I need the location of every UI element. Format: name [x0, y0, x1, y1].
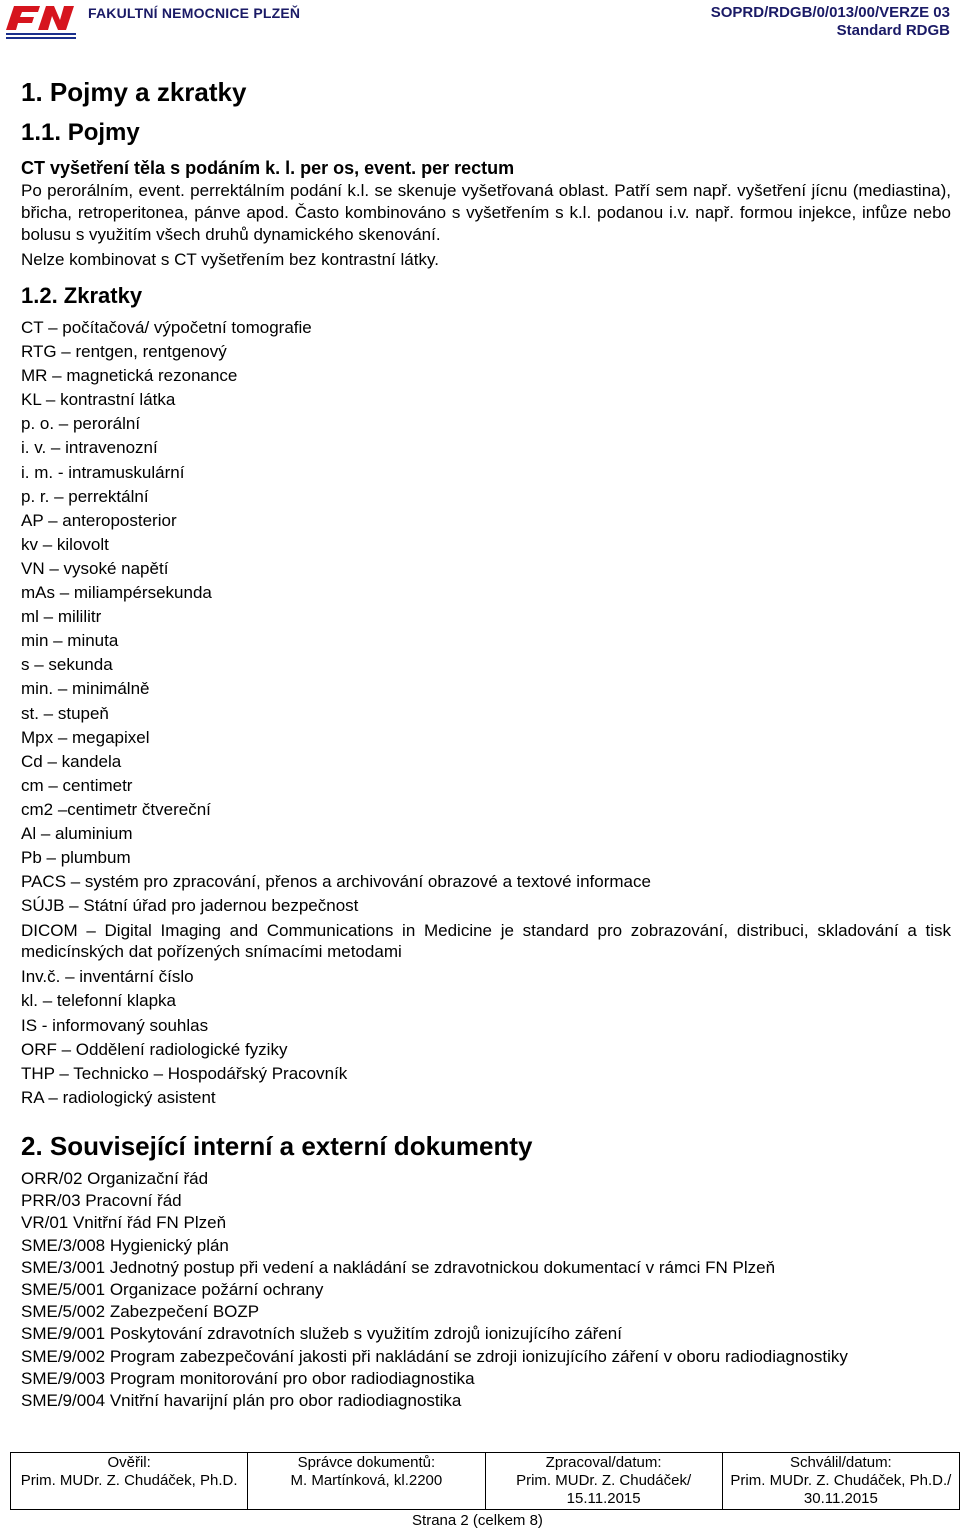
page-number: Strana 2 (celkem 8): [412, 1512, 543, 1529]
list-item: Cd – kandela: [21, 751, 122, 771]
page-header: [0, 0, 960, 44]
section-2-title: 2. Související interní a externí dokumenty: [21, 1130, 533, 1161]
list-item: ml – mililitr: [21, 607, 102, 627]
admin-label: Správce dokumentů:: [297, 1454, 436, 1471]
list-item: SME/9/004 Vnitřní havarijní plán pro obor radiodiagnostika: [21, 1390, 462, 1410]
list-item: SME/3/001 Jednotný postup při vedení a nakládání se zdravotnickou dokumentací v rámci FN Plzeň: [21, 1257, 776, 1277]
list-item: p. r. – perrektální: [21, 486, 149, 506]
fn-plzen-logo-icon: [4, 2, 80, 42]
list-item: Mpx – megapixel: [21, 727, 150, 747]
list-item: Pb – plumbum: [21, 848, 131, 868]
verified-value: Prim. MUDr. Z. Chudáček, Ph.D.: [20, 1472, 238, 1489]
verified-label: Ověřil:: [107, 1454, 151, 1471]
list-item: SME/9/001 Poskytování zdravotních služeb s využitím zdrojů ionizujícího záření: [21, 1324, 622, 1344]
list-item: p. o. – perorální: [21, 414, 141, 434]
list-item: s – sekunda: [21, 655, 113, 675]
admin-cell: [248, 1453, 485, 1510]
list-item: AP – anteroposterior: [21, 510, 177, 530]
document-code: SOPRD/RDGB/0/013/00/VERZE 03: [710, 4, 950, 21]
list-item: SME/9/002 Program zabezpečování jakosti při nakládání se zdroji ionizujícího záření v oboru radiodiagnostiky: [21, 1346, 848, 1366]
document-body: [21, 76, 951, 1412]
list-item: cm – centimetr: [21, 775, 133, 795]
list-item: SME/9/003 Program monitorování pro obor radiodiagnostika: [21, 1368, 475, 1388]
list-item: i. m. - intramuskulární: [21, 462, 185, 482]
approval-table: [10, 1452, 960, 1510]
list-item: SME/5/002 Zabezpečení BOZP: [21, 1302, 260, 1322]
related-documents-list: [21, 1168, 951, 1412]
section-1-title: 1. Pojmy a zkratky: [21, 77, 247, 107]
list-item: i. v. – intravenozní: [21, 438, 158, 458]
term-title: CT vyšetření těla s podáním k. l. per os, event. per rectum: [21, 158, 515, 178]
approved-label: Schválil/datum:: [790, 1454, 892, 1471]
list-item: MR – magnetická rezonance: [21, 366, 238, 386]
list-item: KL – kontrastní látka: [21, 390, 176, 410]
document-standard: Standard RDGB: [836, 22, 950, 39]
list-item: SÚJB – Státní úřad pro jadernou bezpečnost: [21, 896, 359, 916]
approved-value: Prim. MUDr. Z. Chudáček, Ph.D./ 30.11.2015: [730, 1472, 952, 1507]
prepared-cell: [485, 1453, 722, 1510]
verified-cell: [11, 1453, 248, 1510]
list-item: ORR/02 Organizační řád: [21, 1168, 209, 1188]
organization-name: FAKULTNÍ NEMOCNICE PLZEŇ: [88, 5, 301, 21]
list-item: kv – kilovolt: [21, 534, 109, 554]
list-item: VR/01 Vnitřní řád FN Plzeň: [21, 1213, 227, 1233]
term-description: Po perorálním, event. perrektálním podání k.l. se skenuje vyšetřovaná oblast. Patří sem např. vyšetření jícnu (mediastina), břicha, retroperitonea, pánve apod. Často kombinováno s vyšetřením s k.l. podanou i.v. např. formou injekce, infůze nebo bolusu s využitím všech druhů dynamického skenování.: [21, 181, 951, 244]
list-item: mAs – miliampérsekunda: [21, 583, 212, 603]
list-item: min – minuta: [21, 631, 119, 651]
list-item: SME/5/001 Organizace požární ochrany: [21, 1279, 324, 1299]
section-1-2-title: 1.2. Zkratky: [21, 283, 143, 308]
list-item: PACS – systém pro zpracování, přenos a archivování obrazové a textové informace: [21, 872, 651, 892]
prepared-label: Zpracoval/datum:: [545, 1454, 662, 1471]
list-item: kl. – telefonní klapka: [21, 991, 176, 1011]
list-item: DICOM – Digital Imaging and Communications in Medicine je standard pro zobrazování, distribuci, skladování a tisk medicínských dat pořízených snímacími metodami: [21, 921, 951, 962]
list-item: st. – stupeň: [21, 703, 109, 723]
term-note: Nelze kombinovat s CT vyšetřením bez kontrastní látky.: [21, 250, 439, 269]
list-item: Al – aluminium: [21, 823, 133, 843]
list-item: SME/3/008 Hygienický plán: [21, 1235, 229, 1255]
list-item: min. – minimálně: [21, 679, 150, 699]
list-item: CT – počítačová/ výpočetní tomografie: [21, 318, 312, 337]
list-item: Inv.č. – inventární číslo: [21, 967, 194, 987]
approved-cell: [722, 1453, 959, 1510]
section-1-1-title: 1.1. Pojmy: [21, 119, 140, 146]
list-item: IS - informovaný souhlas: [21, 1015, 209, 1035]
list-item: ORF – Oddělení radiologické fyziky: [21, 1039, 288, 1059]
list-item: RTG – rentgen, rentgenový: [21, 342, 227, 362]
list-item: VN – vysoké napětí: [21, 558, 169, 578]
admin-value: M. Martínková, kl.2200: [290, 1472, 443, 1489]
abbreviation-list: [21, 316, 951, 1110]
list-item: THP – Technicko – Hospodářský Pracovník: [21, 1063, 348, 1083]
list-item: RA – radiologický asistent: [21, 1087, 216, 1107]
prepared-value: Prim. MUDr. Z. Chudáček/ 15.11.2015: [516, 1472, 692, 1507]
list-item: cm2 –centimetr čtvereční: [21, 799, 211, 819]
list-item: PRR/03 Pracovní řád: [21, 1191, 182, 1211]
